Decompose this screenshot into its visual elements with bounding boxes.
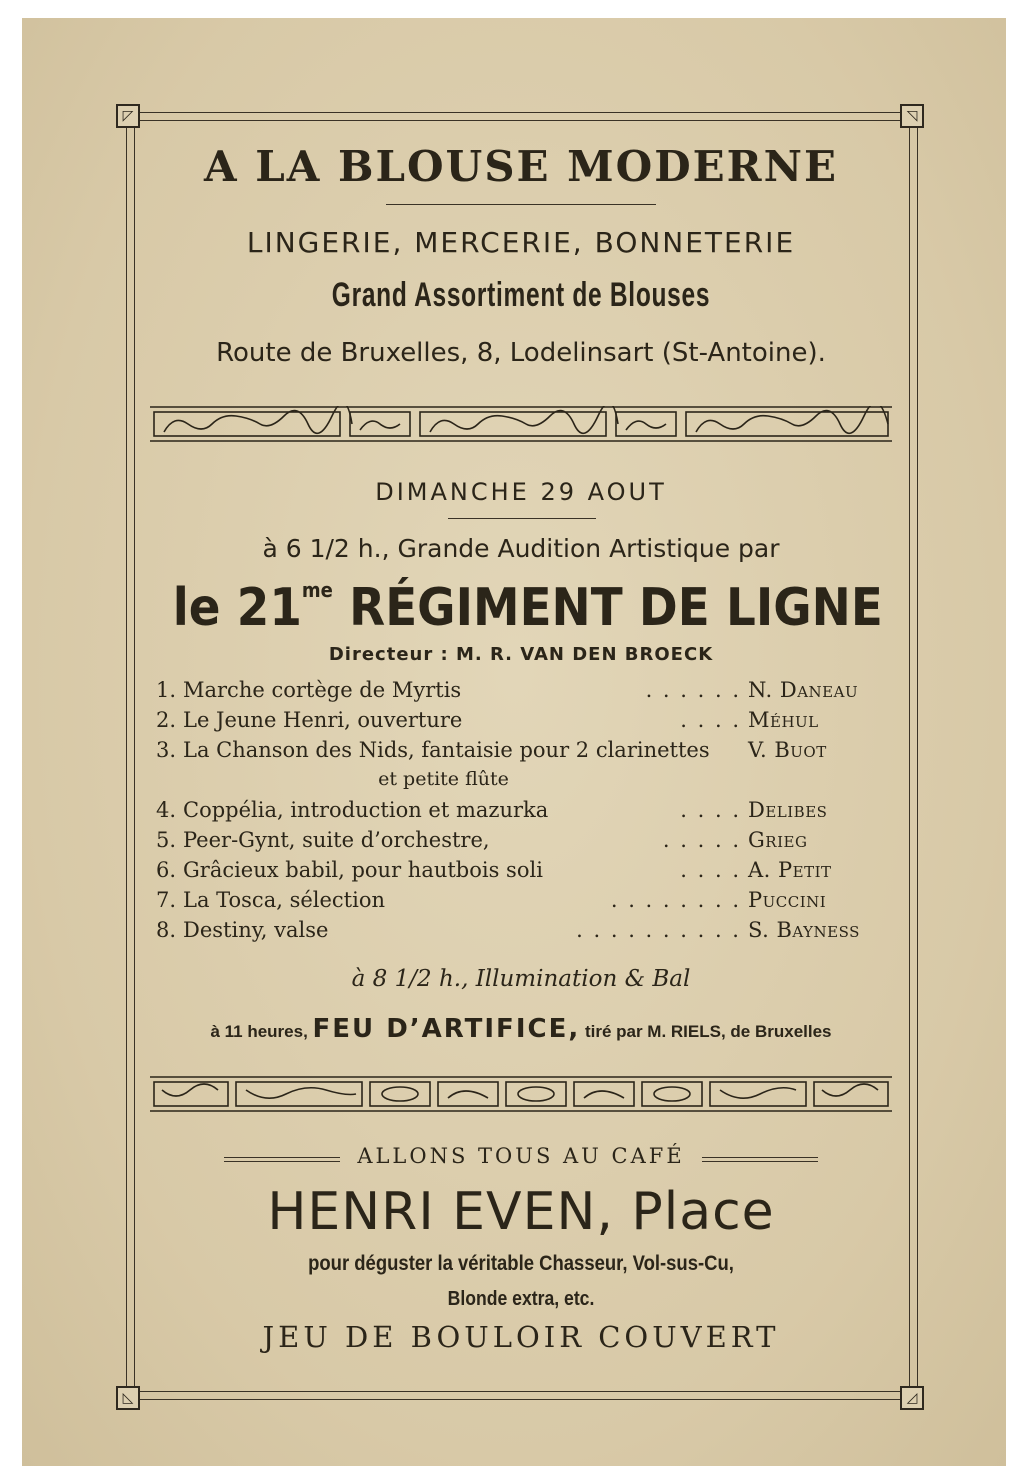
program-item-composer: V. Buot xyxy=(748,738,827,762)
program-item-number: 6. xyxy=(155,858,176,882)
program-item xyxy=(146,678,886,708)
program-item-leader: . . . . . . xyxy=(645,678,741,702)
cafe-invite: ALLONS TOUS AU CAFÉ xyxy=(357,1144,685,1168)
cafe-blonde: Blonde extra, etc. xyxy=(447,1288,595,1310)
program-item-composer: Méhul xyxy=(748,708,819,732)
cafe-game: JEU DE BOULOIR COUVERT xyxy=(262,1320,780,1354)
shop-name: A LA BLOUSE MODERNE xyxy=(204,142,838,191)
program-item-leader: . . . . xyxy=(680,708,741,732)
program-item-leader: . . . . . . . . xyxy=(610,888,741,912)
event-date: DIMANCHE 29 AOUT xyxy=(375,478,667,506)
band-ordinal-suffix: me xyxy=(301,578,333,602)
fireworks-credit: tiré par M. RIELS, de Bruxelles xyxy=(580,1022,832,1041)
program-item-leader: . . . . xyxy=(680,798,741,822)
program-item xyxy=(146,888,886,918)
band-regiment: RÉGIMENT DE LIGNE xyxy=(332,578,883,638)
ornament-band-top xyxy=(150,406,892,442)
program-item-number: 1. xyxy=(155,678,176,702)
program-item-leader: . . . . . . . . . . xyxy=(576,918,741,942)
cafe-tasting: pour déguster la véritable Chasseur, Vol-sus-Cu, xyxy=(308,1252,734,1275)
program-item-number: 8. xyxy=(155,918,176,942)
program-item-title: Destiny, valse xyxy=(183,918,329,942)
fireworks-time: à 11 heures, xyxy=(210,1022,313,1041)
program-item-number: 3. xyxy=(155,738,176,762)
cafe-name: HENRI EVEN, Place xyxy=(267,1182,775,1242)
fireworks-title: FEU D’ARTIFICE, xyxy=(312,1014,581,1044)
program-item-leader: . . . . xyxy=(680,858,741,882)
program-item-number: 2. xyxy=(155,708,176,732)
program-item-composer: A. Petit xyxy=(748,858,832,882)
ornament-band-bottom xyxy=(150,1076,892,1112)
program-item-composer: Delibes xyxy=(748,798,828,822)
program-item-composer: Puccini xyxy=(748,888,827,912)
corner-ornament-top-left: ◸ xyxy=(116,104,140,128)
program-item-title: Coppélia, introduction et mazurka xyxy=(183,798,549,822)
program-item-number: 5. xyxy=(155,828,176,852)
program-item xyxy=(146,738,886,768)
illumination-line: à 8 1/2 h., Illumination & Bal xyxy=(351,966,691,992)
program-item xyxy=(146,708,886,738)
band-name xyxy=(172,578,883,638)
shop-goods: LINGERIE, MERCERIE, BONNETERIE xyxy=(246,226,796,259)
program-item-title: Grâcieux babil, pour hautbois soli xyxy=(183,858,543,882)
program-item xyxy=(146,828,886,858)
program-item-number: 4. xyxy=(155,798,176,822)
event-intro: à 6 1/2 h., Grande Audition Artistique par xyxy=(262,534,780,563)
program-item-title: La Chanson des Nids, fantaisie pour 2 clarinettes xyxy=(183,738,710,762)
program-item-number: 7. xyxy=(155,888,176,912)
header-divider xyxy=(386,204,656,205)
corner-ornament-bottom-left: ◺ xyxy=(116,1386,140,1410)
program-item xyxy=(146,918,886,948)
program-item-title: La Tosca, sélection xyxy=(183,888,386,912)
program-item-composer: Grieg xyxy=(748,828,808,852)
fireworks-line xyxy=(134,1014,908,1044)
program-item-title: Peer-Gynt, suite d’orchestre, xyxy=(183,828,490,852)
program-item-title: Marche cortège de Myrtis xyxy=(183,678,462,702)
program-item xyxy=(146,858,886,888)
program-item-title: Le Jeune Henri, ouverture xyxy=(183,708,463,732)
program-item-composer: S. Bayness xyxy=(748,918,860,942)
program-item-subtitle: et petite flûte xyxy=(378,768,509,790)
program-item xyxy=(146,798,886,828)
band-director: Directeur : M. R. VAN DEN BROECK xyxy=(328,644,714,665)
shop-assortment: Grand Assortiment de Blouses xyxy=(331,276,711,314)
program-item-leader: . . . . . xyxy=(662,828,741,852)
shop-address: Route de Bruxelles, 8, Lodelinsart (St-Antoine). xyxy=(216,338,826,368)
band-prefix: le 21 xyxy=(172,578,302,638)
corner-ornament-top-right: ◹ xyxy=(900,104,924,128)
date-divider xyxy=(448,518,596,519)
program-item-composer: N. Daneau xyxy=(748,678,859,702)
corner-ornament-bottom-right: ◿ xyxy=(900,1386,924,1410)
